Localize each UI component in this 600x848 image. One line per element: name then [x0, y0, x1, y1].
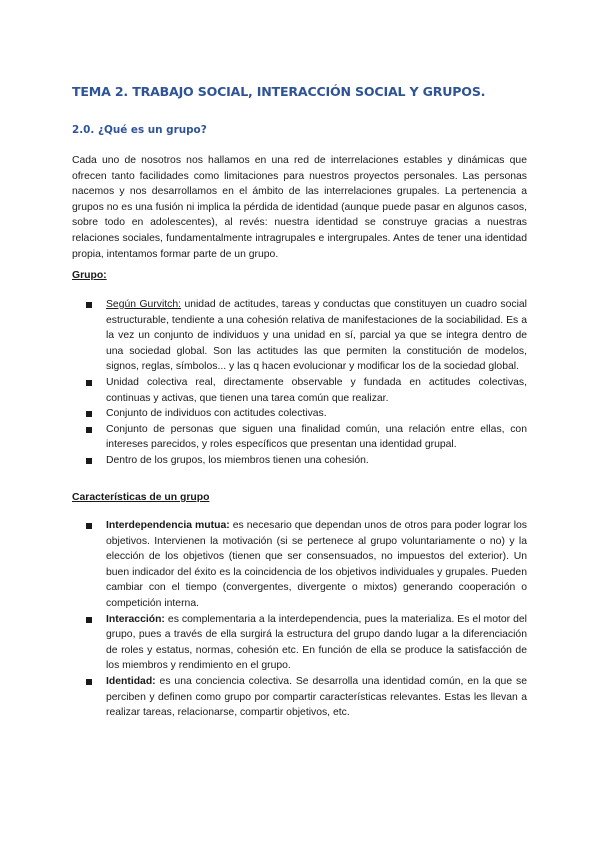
item-lead: Identidad: [106, 675, 156, 687]
list-item [72, 453, 527, 469]
item-lead: Interdependencia mutua: [106, 520, 230, 531]
bullet-square-icon [86, 617, 92, 623]
caracteristicas-heading: Características de un grupo [72, 492, 210, 503]
grupo-heading: Grupo: [72, 270, 107, 281]
item-lead: Según Gurvitch: [106, 299, 182, 310]
bullet-square-icon [86, 458, 92, 464]
list-item [72, 375, 527, 406]
list-item [72, 406, 527, 422]
list-item [72, 297, 527, 375]
item-text: es una conciencia colectiva. Se desarrolla una identidad común, en la que se perciben y definen como grupo por compartir características relevantes. Estas les llevan a realizar tareas, relacionarse, compartir objetivos, etc. [106, 675, 527, 719]
item-text: Conjunto de personas que siguen una finalidad común, una relación entre ellas, con intereses parecidos, y roles específicos que presentan una identidad grupal. [106, 423, 527, 451]
item-text: Unidad colectiva real, directamente observable y fundada en actitudes colectivas, continuas y activas, que tienen una tarea común que realizar. [106, 376, 527, 404]
item-lead: Interacción: [106, 613, 165, 625]
bullet-square-icon [86, 523, 92, 529]
bullet-square-icon [86, 302, 92, 308]
item-text: Conjunto de individuos con actitudes colectivas. [106, 408, 327, 420]
item-text: Dentro de los grupos, los miembros tienen una cohesión. [106, 454, 369, 466]
bullet-square-icon [86, 411, 92, 417]
bullet-square-icon [86, 427, 92, 433]
grupo-definition-list [72, 297, 527, 469]
bullet-square-icon [86, 679, 92, 685]
item-text: es necesario que dependan unos de otros para poder lograr los objetivos. Intervienen la motivación (si se pertenece al grupo voluntariamente o no) y la elección de los objetivos (tienen que ser consensuados, no impuestos del exterior). Un buen indicador del éxito es la coincidencia de los objetivos individuales y grupales. Pueden cambiar con el tiempo (convergentes, divergente o mixtos) generando cooperación o competición interna. [106, 520, 527, 609]
page-title: TEMA 2. TRABAJO SOCIAL, INTERACCIÓN SOCIAL Y GRUPOS. [72, 84, 486, 99]
caracteristicas-list [72, 518, 527, 721]
intro-paragraph: Cada uno de nosotros nos hallamos en una red de interrelaciones estables y dinámicas que ofrecen tanto facilidades como limitaciones para nuestros proyectos personales. Las personas nacemos y nos desarrollamos en el ámbito de las interrelaciones grupales. La pertenencia a grupos no es una fusión ni implica la pérdida de identidad (aunque puede pasar en algunos casos, sobre todo en adolescentes), al revés: nuestra identidad se construye gracias a nuestras relaciones sociales, fundamentalmente intragrupales e intergrupales. Antes de tener una identidad propia, intentamos formar parte de un grupo. [72, 155, 527, 260]
list-item [72, 518, 527, 612]
list-item [72, 612, 527, 674]
list-item [72, 422, 527, 453]
item-text: es complementaria a la interdependencia, pues la materializa. Es el motor del grupo, pues a través de ella surgirá la estructura del grupo dando lugar a la diferenciación de roles y estatus, normas, cohesión etc. En función de ella se produce la satisfacción de los miembros y rendimiento en el grupo. [106, 613, 527, 672]
list-item [72, 674, 527, 721]
item-text: unidad de actitudes, tareas y conductas que constituyen un cuadro social estructurable, tendiente a una cohesión relativa de manifestaciones de la sociabilidad. Es a la vez un conjunto de individuos y una unidad en sí, parcial ya que se integra dentro de una sociedad global. Son las actitudes las que permiten la constitución de modelos, signos, reglas, símbolos... y las q hacen evolucionar y modificar los de la sociedad global. [106, 299, 527, 373]
section-subtitle: 2.0. ¿Qué es un grupo? [72, 124, 207, 136]
bullet-square-icon [86, 380, 92, 386]
